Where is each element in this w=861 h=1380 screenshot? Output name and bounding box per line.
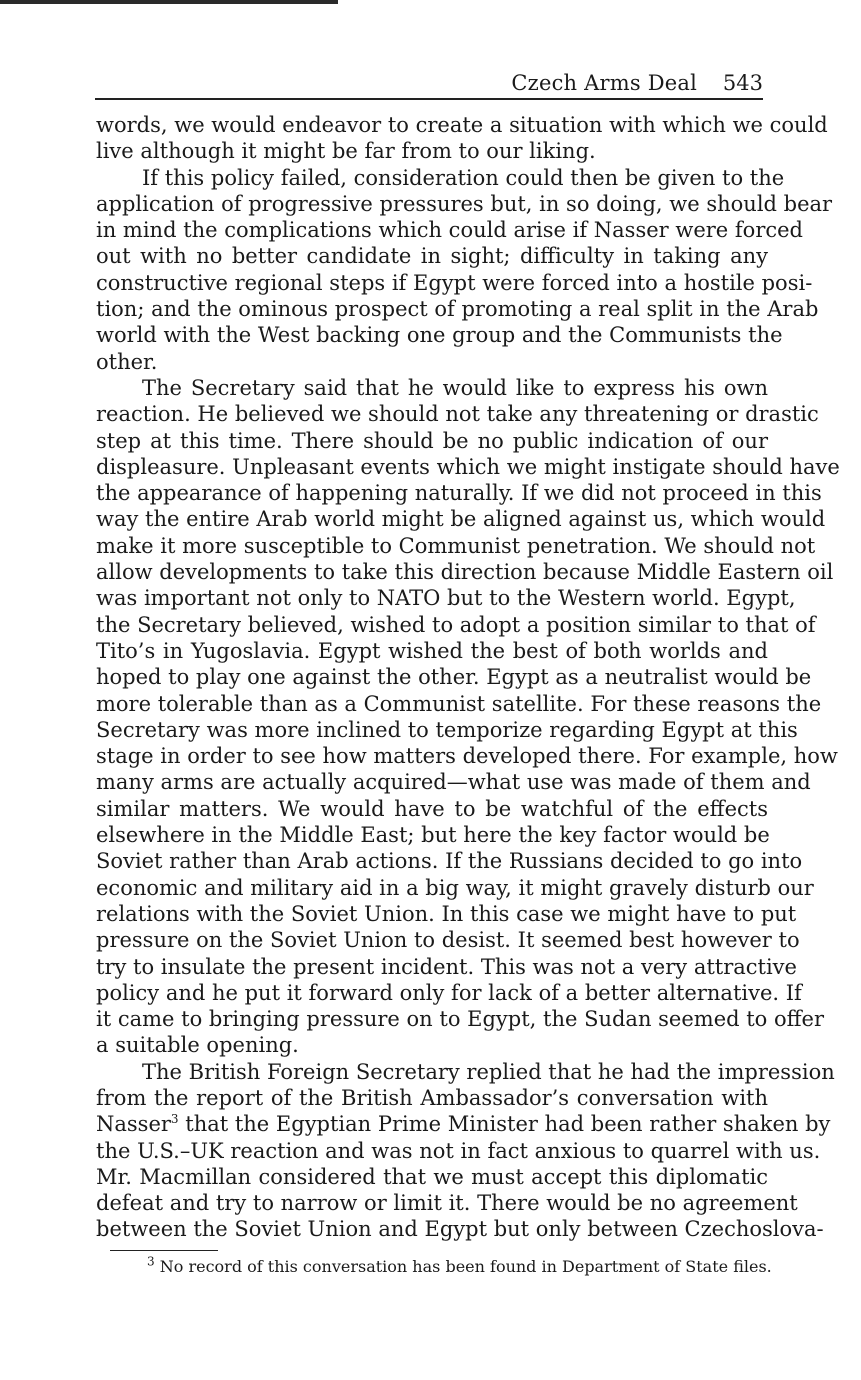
text-line: similar matters. We would have to be watchful of the effects bbox=[96, 796, 768, 821]
text-line: the appearance of happening naturally. If we did not proceed in this bbox=[96, 481, 822, 506]
running-head-title: Czech Arms Deal bbox=[511, 71, 697, 95]
text-line: pressure on the Soviet Union to desist. It seemed best however to bbox=[96, 928, 800, 953]
text-line: many arms are actually acquired—what use was made of them and bbox=[96, 770, 811, 795]
text-line: displeasure. Unpleasant events which we might instigate should have bbox=[96, 454, 840, 479]
text-line: Tito’s in Yugoslavia. Egypt wished the best of both worlds and bbox=[96, 638, 768, 663]
text-line: it came to bringing pressure on to Egypt, the Sudan seemed to offer bbox=[96, 1007, 825, 1032]
text-fragment: that the Egyptian Prime Minister had been rather shaken by bbox=[185, 1112, 831, 1137]
text-line: from the report of the British Ambassador’s conversation with bbox=[96, 1085, 768, 1110]
text-line: a suitable opening. bbox=[96, 1033, 299, 1058]
text-line: The Secretary said that he would like to express his own bbox=[142, 375, 768, 400]
scan-edge-bar bbox=[0, 0, 338, 4]
text-line: relations with the Soviet Union. In this case we might have to put bbox=[96, 901, 797, 926]
footnote-rule bbox=[110, 1250, 218, 1251]
text-line: elsewhere in the Middle East; but here the key factor would be bbox=[96, 823, 770, 848]
text-line: more tolerable than as a Communist satellite. For these reasons the bbox=[96, 691, 822, 716]
text-line: step at this time. There should be no public indication of our bbox=[96, 428, 768, 453]
text-line: stage in order to see how matters developed there. For example, how bbox=[96, 744, 838, 769]
footnote-ref: 3 bbox=[170, 1112, 179, 1127]
text-line: constructive regional steps if Egypt were forced into a hostile posi- bbox=[96, 270, 813, 295]
text-line: The British Foreign Secretary replied that he had the impression bbox=[142, 1059, 835, 1084]
body-text bbox=[96, 112, 840, 1243]
text-line: other. bbox=[96, 349, 158, 374]
text-line: way the entire Arab world might be aligned against us, which would bbox=[96, 507, 826, 532]
text-line: defeat and try to narrow or limit it. There would be no agreement bbox=[96, 1191, 798, 1216]
text-line-with-footnote-ref bbox=[96, 1111, 831, 1137]
running-head bbox=[95, 70, 763, 100]
text-line: words, we would endeavor to create a situation with which we could bbox=[96, 113, 828, 137]
text-line: the U.S.–UK reaction and was not in fact anxious to quarrel with us. bbox=[96, 1138, 821, 1163]
text-line: hoped to play one against the other. Egypt as a neutralist would be bbox=[96, 665, 812, 690]
text-line: was important not only to NATO but to the Western world. Egypt, bbox=[96, 586, 796, 611]
text-line: tion; and the ominous prospect of promoting a real split in the Arab bbox=[96, 297, 819, 322]
text-line: world with the West backing one group and the Communists the bbox=[96, 323, 783, 348]
text-line: in mind the complications which could arise if Nasser were forced bbox=[96, 218, 803, 243]
footnote-text: No record of this conversation has been found in Department of State files. bbox=[159, 1257, 772, 1276]
text-line: the Secretary believed, wished to adopt a position similar to that of bbox=[96, 612, 816, 637]
text-line: live although it might be far from to our liking. bbox=[96, 139, 596, 164]
text-fragment: Nasser bbox=[96, 1112, 171, 1137]
text-line: Soviet rather than Arab actions. If the Russians decided to go into bbox=[96, 849, 803, 874]
text-line: allow developments to take this direction because Middle Eastern oil bbox=[96, 560, 834, 585]
footnote-marker: 3 bbox=[147, 1254, 155, 1269]
text-line: policy and he put it forward only for lack of a better alternative. If bbox=[96, 980, 802, 1005]
text-line: out with no better candidate in sight; difficulty in taking any bbox=[96, 244, 768, 269]
text-line: If this policy failed, consideration could then be given to the bbox=[142, 165, 785, 190]
text-line: application of progressive pressures but, in so doing, we should bear bbox=[96, 191, 833, 216]
text-line: reaction. He believed we should not take any threatening or drastic bbox=[96, 402, 819, 427]
text-line: economic and military aid in a big way, it might gravely disturb our bbox=[96, 875, 814, 900]
text-line: Mr. Macmillan considered that we must accept this diplomatic bbox=[96, 1164, 768, 1189]
text-line: try to insulate the present incident. This was not a very attractive bbox=[96, 954, 797, 979]
page-number: 543 bbox=[722, 71, 763, 95]
text-line: between the Soviet Union and Egypt but only between Czechoslova- bbox=[96, 1217, 824, 1242]
text-line: make it more susceptible to Communist penetration. We should not bbox=[96, 533, 816, 558]
text-line: Secretary was more inclined to temporize regarding Egypt at this bbox=[96, 717, 798, 742]
footnote bbox=[147, 1254, 772, 1277]
